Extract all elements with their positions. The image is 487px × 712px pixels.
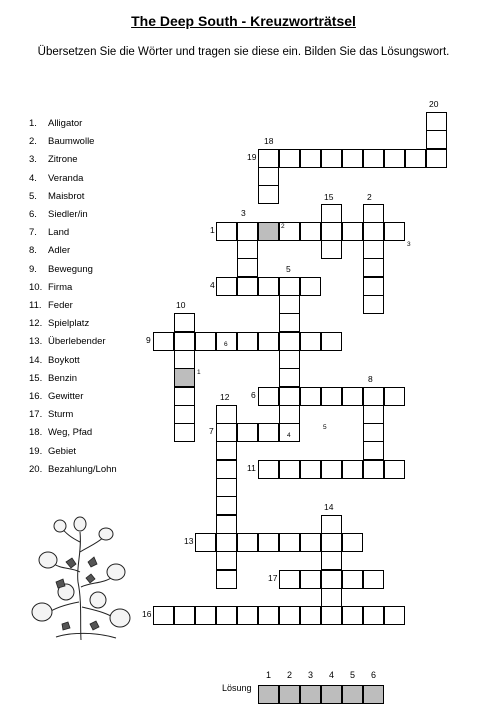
solution-number: 3 [307, 670, 313, 680]
grid-clue-number: 7 [209, 426, 214, 437]
crossword-cell[interactable] [363, 423, 384, 442]
clue-number: 2. [29, 136, 37, 148]
crossword-cell[interactable] [342, 222, 363, 241]
crossword-cell[interactable] [384, 387, 405, 406]
clue-number: 8. [29, 245, 37, 257]
solution-letter-index: 2 [281, 222, 285, 230]
crossword-cell[interactable] [216, 606, 237, 625]
crossword-cell[interactable] [279, 313, 300, 332]
crossword-cell[interactable] [216, 533, 237, 552]
solution-number: 5 [349, 670, 355, 680]
clue-word: Siedler/in [48, 209, 88, 220]
crossword-cell[interactable] [279, 533, 300, 552]
solution-cell[interactable] [342, 685, 363, 704]
page-title: The Deep South - Kreuzworträtsel [131, 13, 356, 29]
clue-word: Gewitter [48, 391, 84, 402]
crossword-cell[interactable] [300, 460, 321, 479]
crossword-cell[interactable] [258, 606, 279, 625]
crossword-cell[interactable] [300, 332, 321, 351]
crossword-cell[interactable] [258, 277, 279, 296]
clue-word: Sturm [48, 409, 74, 421]
crossword-cell[interactable] [363, 405, 384, 424]
grid-clue-number: 8 [368, 373, 373, 384]
grid-clue-number: 3 [241, 207, 246, 218]
crossword-cell[interactable] [300, 606, 321, 625]
crossword-cell[interactable] [363, 149, 384, 168]
crossword-cell[interactable] [300, 533, 321, 552]
crossword-cell[interactable] [216, 441, 237, 460]
clue-word: Bewegung [48, 263, 93, 275]
crossword-cell[interactable] [258, 167, 279, 186]
crossword-cell[interactable] [279, 387, 300, 406]
solution-number: 4 [328, 670, 334, 680]
clue-number: 5. [29, 190, 37, 202]
crossword-cell[interactable] [321, 149, 342, 168]
crossword-cell[interactable] [321, 533, 342, 552]
clue-number: 18. [29, 427, 43, 439]
crossword-cell[interactable] [216, 405, 237, 424]
crossword-cell[interactable] [195, 606, 216, 625]
clue-number: 15. [29, 372, 43, 384]
crossword-cell[interactable] [321, 588, 342, 607]
crossword-cell[interactable] [363, 277, 384, 296]
crossword-cell[interactable] [342, 460, 363, 479]
clue-number: 10. [29, 281, 43, 293]
grid-clue-number: 11 [247, 462, 256, 473]
clue-word: Veranda [48, 172, 84, 184]
crossword-cell[interactable] [279, 350, 300, 369]
crossword-cell[interactable] [363, 606, 384, 625]
clue-word: Überlebender [48, 336, 106, 348]
solution-letter-index: 1 [197, 369, 201, 377]
clue-number: 20. [29, 463, 43, 475]
cotton-plant-illustration [26, 512, 136, 642]
crossword-cell[interactable] [321, 515, 342, 534]
crossword-cell[interactable] [426, 112, 447, 131]
solution-cell[interactable] [321, 685, 342, 704]
clue-word: Baumwolle [48, 136, 95, 148]
crossword-cell[interactable] [342, 387, 363, 406]
crossword-cell[interactable] [216, 496, 237, 515]
crossword-cell[interactable] [342, 570, 363, 589]
solution-letter-cell[interactable] [258, 222, 279, 241]
clue-number: 7. [29, 227, 37, 239]
crossword-cell[interactable] [321, 606, 342, 625]
crossword-cell[interactable] [258, 533, 279, 552]
crossword-cell[interactable] [279, 149, 300, 168]
crossword-cell[interactable] [216, 423, 237, 442]
grid-clue-number: 5 [286, 263, 291, 274]
grid-clue-number: 19 [247, 151, 257, 162]
crossword-cell[interactable] [237, 277, 258, 296]
grid-clue-number: 9 [146, 334, 151, 345]
crossword-cell[interactable] [321, 332, 342, 351]
crossword-cell[interactable] [216, 515, 237, 534]
clue-word: Alligator [48, 118, 83, 129]
clue-word: Boykott [48, 354, 80, 366]
clue-number: 3. [29, 154, 37, 166]
crossword-cell[interactable] [321, 570, 342, 589]
grid-clue-number: 15 [324, 191, 334, 202]
solution-cell[interactable] [363, 685, 384, 704]
crossword-cell[interactable] [384, 460, 405, 479]
grid-clue-number: 18 [264, 135, 274, 146]
crossword-cell[interactable] [363, 240, 384, 259]
crossword-cell[interactable] [279, 606, 300, 625]
crossword-cell[interactable] [363, 295, 384, 314]
solution-letter-index: 5 [323, 424, 327, 432]
crossword-cell[interactable] [216, 551, 237, 570]
solution-letter-cell[interactable] [174, 368, 195, 387]
crossword-cell[interactable] [321, 240, 342, 259]
crossword-cell[interactable] [363, 460, 384, 479]
grid-clue-number: 14 [324, 501, 334, 512]
crossword-cell[interactable] [342, 533, 363, 552]
crossword-cell[interactable] [237, 606, 258, 625]
clue-number: 19. [29, 445, 43, 457]
crossword-cell[interactable] [300, 277, 321, 296]
clue-number: 1. [29, 118, 37, 129]
crossword-cell[interactable] [237, 423, 258, 442]
clue-word: Feder [48, 300, 73, 311]
crossword-cell[interactable] [258, 332, 279, 351]
clue-word: Bezahlung/Lohn [48, 463, 117, 475]
crossword-cell[interactable] [279, 570, 300, 589]
grid-clue-number: 6 [251, 389, 256, 400]
crossword-cell[interactable] [279, 277, 300, 296]
crossword-cell[interactable] [237, 240, 258, 259]
crossword-cell[interactable] [174, 606, 195, 625]
crossword-cell[interactable] [426, 149, 447, 168]
clue-number: 16. [29, 391, 43, 402]
clue-word: Spielplatz [48, 318, 90, 330]
clue-number: 11. [29, 300, 42, 311]
crossword-cell[interactable] [426, 130, 447, 149]
crossword-cell[interactable] [300, 570, 321, 589]
crossword-cell[interactable] [321, 204, 342, 223]
solution-number: 2 [286, 670, 292, 680]
crossword-cell[interactable] [195, 533, 216, 552]
crossword-cell[interactable] [321, 551, 342, 570]
clue-number: 9. [29, 263, 37, 275]
grid-clue-number: 1 [210, 224, 215, 235]
clue-number: 17. [29, 409, 43, 421]
crossword-cell[interactable] [342, 606, 363, 625]
solution-letter-index: 3 [407, 241, 411, 249]
clue-word: Adler [48, 245, 71, 257]
crossword-cell[interactable] [216, 460, 237, 479]
grid-clue-number: 4 [210, 279, 215, 290]
crossword-cell[interactable] [342, 149, 363, 168]
crossword-cell[interactable] [363, 441, 384, 460]
crossword-cell[interactable] [384, 606, 405, 625]
crossword-cell[interactable] [258, 460, 279, 479]
clue-word: Gebiet [48, 445, 76, 457]
crossword-cell[interactable] [174, 332, 195, 351]
clue-number: 14. [29, 354, 43, 366]
crossword-cell[interactable] [363, 258, 384, 277]
clue-number: 12. [29, 318, 43, 330]
crossword-cell[interactable] [174, 423, 195, 442]
clue-number: 6. [29, 209, 37, 220]
solution-number: 1 [265, 670, 271, 680]
crossword-cell[interactable] [279, 332, 300, 351]
crossword-cell[interactable] [258, 185, 279, 204]
grid-clue-number: 12 [220, 391, 230, 402]
crossword-cell[interactable] [237, 222, 258, 241]
crossword-cell[interactable] [279, 460, 300, 479]
crossword-cell[interactable] [174, 405, 195, 424]
crossword-cell[interactable] [216, 222, 237, 241]
crossword-cell[interactable] [321, 460, 342, 479]
clue-word: Benzin [48, 372, 78, 384]
clue-word: Weg, Pfad [48, 427, 93, 439]
crossword-cell[interactable] [237, 258, 258, 277]
crossword-cell[interactable] [300, 387, 321, 406]
instructions: Übersetzen Sie die Wörter und tragen sie diese ein. Bilden Sie das Lösungswort. [37, 46, 450, 58]
clue-word: Land [48, 227, 70, 239]
crossword-cell[interactable] [321, 222, 342, 241]
solution-cell[interactable] [258, 685, 279, 704]
grid-clue-number: 13 [184, 535, 194, 546]
crossword-cell[interactable] [216, 570, 237, 589]
grid-clue-number: 16 [142, 609, 152, 620]
crossword-cell[interactable] [153, 332, 174, 351]
grid-clue-number: 10 [176, 300, 186, 311]
clue-number: 4. [29, 172, 37, 184]
crossword-cell[interactable] [174, 387, 195, 406]
crossword-cell[interactable] [258, 423, 279, 442]
crossword-cell[interactable] [279, 405, 300, 424]
crossword-cell[interactable] [300, 149, 321, 168]
crossword-cell[interactable] [216, 277, 237, 296]
crossword-cell[interactable] [363, 570, 384, 589]
crossword-cell[interactable] [237, 533, 258, 552]
clue-word: Maisbrot [48, 190, 85, 202]
crossword-cell[interactable] [384, 149, 405, 168]
solution-cell[interactable] [279, 685, 300, 704]
crossword-cell[interactable] [174, 350, 195, 369]
crossword-cell[interactable] [174, 313, 195, 332]
crossword-cell[interactable] [363, 204, 384, 223]
crossword-cell[interactable] [279, 368, 300, 387]
crossword-cell[interactable] [258, 149, 279, 168]
crossword-cell[interactable] [237, 332, 258, 351]
crossword-cell[interactable] [321, 387, 342, 406]
crossword-cell[interactable] [363, 387, 384, 406]
clue-word: Firma [48, 281, 73, 293]
grid-clue-number: 17 [268, 572, 278, 583]
solution-cell[interactable] [300, 685, 321, 704]
solution-letter-index: 6 [224, 340, 228, 348]
grid-clue-number: 20 [429, 99, 439, 109]
clue-number: 13. [29, 336, 43, 348]
crossword-cell[interactable] [384, 222, 405, 241]
crossword-cell[interactable] [300, 222, 321, 241]
crossword-cell[interactable] [195, 332, 216, 351]
crossword-cell[interactable] [279, 295, 300, 314]
crossword-cell[interactable] [258, 387, 279, 406]
crossword-cell[interactable] [153, 606, 174, 625]
clue-word: Zitrone [48, 154, 78, 166]
crossword-cell[interactable] [405, 149, 426, 168]
solution-label: Lösung [222, 683, 252, 693]
grid-clue-number: 2 [367, 191, 372, 202]
crossword-cell[interactable] [363, 222, 384, 241]
crossword-cell[interactable] [216, 478, 237, 497]
solution-letter-index: 4 [287, 432, 291, 440]
solution-number: 6 [370, 670, 376, 680]
